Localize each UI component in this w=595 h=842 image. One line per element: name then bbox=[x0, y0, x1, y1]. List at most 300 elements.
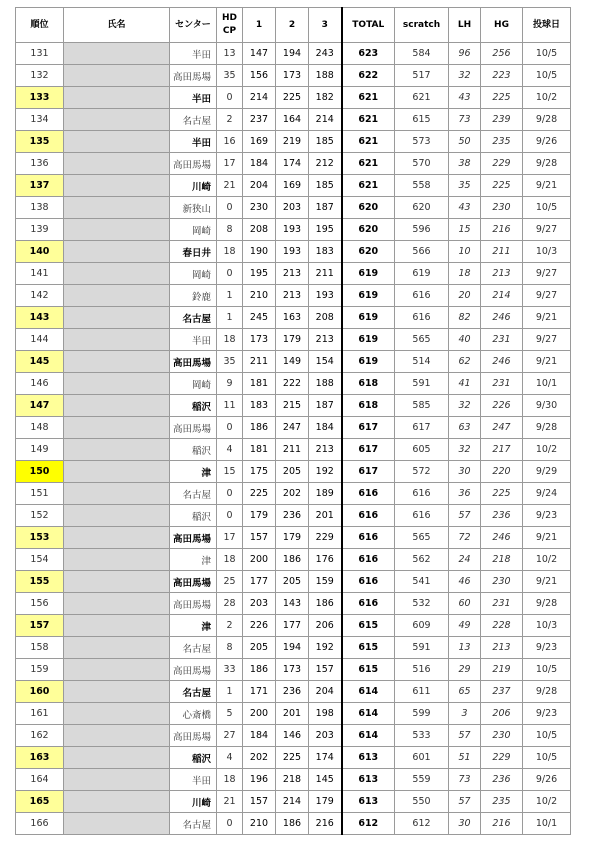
hdcp-cell: 1 bbox=[217, 307, 243, 329]
hdcp-cell: 0 bbox=[217, 417, 243, 439]
center-cell: 稲沢 bbox=[170, 505, 217, 527]
table-row bbox=[16, 175, 571, 197]
game-3-cell: 229 bbox=[309, 527, 342, 549]
game-1-cell: 214 bbox=[243, 87, 276, 109]
game-1-cell: 186 bbox=[243, 659, 276, 681]
game-2-cell: 205 bbox=[276, 461, 309, 483]
game-2-cell: 193 bbox=[276, 241, 309, 263]
game-3-cell: 206 bbox=[309, 615, 342, 637]
hg-cell: 225 bbox=[481, 483, 523, 505]
total-cell: 618 bbox=[342, 395, 395, 417]
game-3-cell: 154 bbox=[309, 351, 342, 373]
scratch-cell: 517 bbox=[395, 65, 449, 87]
rank-cell: 134 bbox=[16, 109, 64, 131]
lh-cell: 30 bbox=[449, 461, 481, 483]
table-row bbox=[16, 791, 571, 813]
game-3-cell: 159 bbox=[309, 571, 342, 593]
scratch-cell: 612 bbox=[395, 813, 449, 835]
hdcp-cell: 27 bbox=[217, 725, 243, 747]
lh-cell: 40 bbox=[449, 329, 481, 351]
hdcp-cell: 33 bbox=[217, 659, 243, 681]
hg-cell: 230 bbox=[481, 197, 523, 219]
hg-cell: 213 bbox=[481, 263, 523, 285]
game-1-cell: 169 bbox=[243, 131, 276, 153]
table-row bbox=[16, 417, 571, 439]
game-1-cell: 225 bbox=[243, 483, 276, 505]
game-1-cell: 157 bbox=[243, 791, 276, 813]
header-scratch: scratch bbox=[395, 8, 449, 43]
center-cell: 高田馬場 bbox=[170, 65, 217, 87]
game-3-cell: 185 bbox=[309, 131, 342, 153]
game-1-cell: 184 bbox=[243, 153, 276, 175]
hg-cell: 225 bbox=[481, 87, 523, 109]
name-cell bbox=[64, 43, 170, 65]
rank-cell: 153 bbox=[16, 527, 64, 549]
hdcp-cell: 8 bbox=[217, 219, 243, 241]
scratch-cell: 558 bbox=[395, 175, 449, 197]
center-cell: 半田 bbox=[170, 43, 217, 65]
rank-cell: 164 bbox=[16, 769, 64, 791]
lh-cell: 57 bbox=[449, 505, 481, 527]
scratch-cell: 559 bbox=[395, 769, 449, 791]
hg-cell: 239 bbox=[481, 109, 523, 131]
table-row bbox=[16, 241, 571, 263]
hdcp-cell: 16 bbox=[217, 131, 243, 153]
hdcp-cell: 18 bbox=[217, 769, 243, 791]
hg-cell: 229 bbox=[481, 153, 523, 175]
rank-cell: 158 bbox=[16, 637, 64, 659]
game-1-cell: 200 bbox=[243, 549, 276, 571]
rank-cell: 159 bbox=[16, 659, 64, 681]
hg-cell: 236 bbox=[481, 769, 523, 791]
center-cell: 岡崎 bbox=[170, 373, 217, 395]
game-1-cell: 181 bbox=[243, 439, 276, 461]
scratch-cell: 617 bbox=[395, 417, 449, 439]
header-game-2: 2 bbox=[276, 8, 309, 43]
center-cell: 高田馬場 bbox=[170, 659, 217, 681]
hdcp-cell: 0 bbox=[217, 263, 243, 285]
game-2-cell: 149 bbox=[276, 351, 309, 373]
total-cell: 619 bbox=[342, 351, 395, 373]
game-1-cell: 245 bbox=[243, 307, 276, 329]
total-cell: 613 bbox=[342, 791, 395, 813]
total-cell: 614 bbox=[342, 725, 395, 747]
hdcp-cell: 8 bbox=[217, 637, 243, 659]
header-rank: 順位 bbox=[16, 8, 64, 43]
table-row bbox=[16, 439, 571, 461]
game-1-cell: 195 bbox=[243, 263, 276, 285]
rank-cell: 135 bbox=[16, 131, 64, 153]
table-row bbox=[16, 285, 571, 307]
game-3-cell: 211 bbox=[309, 263, 342, 285]
rank-cell: 154 bbox=[16, 549, 64, 571]
center-cell: 川崎 bbox=[170, 175, 217, 197]
hdcp-cell: 9 bbox=[217, 373, 243, 395]
date-cell: 10/5 bbox=[523, 725, 571, 747]
hdcp-cell: 4 bbox=[217, 747, 243, 769]
hg-cell: 235 bbox=[481, 131, 523, 153]
hdcp-cell: 5 bbox=[217, 703, 243, 725]
center-cell: 名古屋 bbox=[170, 637, 217, 659]
game-2-cell: 179 bbox=[276, 329, 309, 351]
game-3-cell: 214 bbox=[309, 109, 342, 131]
total-cell: 617 bbox=[342, 417, 395, 439]
lh-cell: 15 bbox=[449, 219, 481, 241]
game-1-cell: 175 bbox=[243, 461, 276, 483]
header-hdcp bbox=[217, 8, 243, 43]
lh-cell: 49 bbox=[449, 615, 481, 637]
date-cell: 9/21 bbox=[523, 527, 571, 549]
hdcp-cell: 11 bbox=[217, 395, 243, 417]
game-2-cell: 222 bbox=[276, 373, 309, 395]
table-row bbox=[16, 65, 571, 87]
game-2-cell: 213 bbox=[276, 263, 309, 285]
rank-cell: 138 bbox=[16, 197, 64, 219]
hdcp-cell: 17 bbox=[217, 527, 243, 549]
scratch-cell: 570 bbox=[395, 153, 449, 175]
center-cell: 高田馬場 bbox=[170, 417, 217, 439]
date-cell: 9/23 bbox=[523, 703, 571, 725]
game-1-cell: 210 bbox=[243, 813, 276, 835]
rank-cell: 144 bbox=[16, 329, 64, 351]
name-cell bbox=[64, 285, 170, 307]
date-cell: 10/2 bbox=[523, 87, 571, 109]
header-center: センター bbox=[170, 8, 217, 43]
date-cell: 9/29 bbox=[523, 461, 571, 483]
game-1-cell: 237 bbox=[243, 109, 276, 131]
game-3-cell: 187 bbox=[309, 197, 342, 219]
center-cell: 名古屋 bbox=[170, 307, 217, 329]
rank-cell: 145 bbox=[16, 351, 64, 373]
center-cell: 高田馬場 bbox=[170, 527, 217, 549]
total-cell: 614 bbox=[342, 681, 395, 703]
header-total: TOTAL bbox=[342, 8, 395, 43]
center-cell: 稲沢 bbox=[170, 747, 217, 769]
hg-cell: 211 bbox=[481, 241, 523, 263]
table-row bbox=[16, 329, 571, 351]
rank-cell: 150 bbox=[16, 461, 64, 483]
table-row bbox=[16, 769, 571, 791]
game-1-cell: 203 bbox=[243, 593, 276, 615]
game-3-cell: 203 bbox=[309, 725, 342, 747]
lh-cell: 60 bbox=[449, 593, 481, 615]
center-cell: 岡崎 bbox=[170, 219, 217, 241]
table-row bbox=[16, 373, 571, 395]
scratch-cell: 596 bbox=[395, 219, 449, 241]
scratch-cell: 620 bbox=[395, 197, 449, 219]
total-cell: 616 bbox=[342, 593, 395, 615]
hdcp-cell: 0 bbox=[217, 197, 243, 219]
game-2-cell: 169 bbox=[276, 175, 309, 197]
scratch-cell: 621 bbox=[395, 87, 449, 109]
table-row bbox=[16, 87, 571, 109]
date-cell: 10/5 bbox=[523, 43, 571, 65]
hdcp-cell: 28 bbox=[217, 593, 243, 615]
center-cell: 半田 bbox=[170, 769, 217, 791]
game-2-cell: 214 bbox=[276, 791, 309, 813]
game-1-cell: 230 bbox=[243, 197, 276, 219]
game-1-cell: 208 bbox=[243, 219, 276, 241]
name-cell bbox=[64, 329, 170, 351]
date-cell: 9/28 bbox=[523, 593, 571, 615]
hg-cell: 228 bbox=[481, 615, 523, 637]
game-3-cell: 204 bbox=[309, 681, 342, 703]
center-cell: 半田 bbox=[170, 329, 217, 351]
date-cell: 9/30 bbox=[523, 395, 571, 417]
game-1-cell: 204 bbox=[243, 175, 276, 197]
total-cell: 620 bbox=[342, 241, 395, 263]
scratch-cell: 565 bbox=[395, 329, 449, 351]
lh-cell: 82 bbox=[449, 307, 481, 329]
name-cell bbox=[64, 131, 170, 153]
total-cell: 620 bbox=[342, 219, 395, 241]
lh-cell: 96 bbox=[449, 43, 481, 65]
hdcp-cell: 0 bbox=[217, 813, 243, 835]
hg-cell: 218 bbox=[481, 549, 523, 571]
lh-cell: 65 bbox=[449, 681, 481, 703]
center-cell: 名古屋 bbox=[170, 681, 217, 703]
game-3-cell: 188 bbox=[309, 373, 342, 395]
rank-cell: 137 bbox=[16, 175, 64, 197]
game-1-cell: 147 bbox=[243, 43, 276, 65]
rank-cell: 162 bbox=[16, 725, 64, 747]
date-cell: 9/21 bbox=[523, 175, 571, 197]
game-1-cell: 184 bbox=[243, 725, 276, 747]
lh-cell: 29 bbox=[449, 659, 481, 681]
name-cell bbox=[64, 813, 170, 835]
rank-cell: 147 bbox=[16, 395, 64, 417]
game-3-cell: 192 bbox=[309, 461, 342, 483]
rank-cell: 143 bbox=[16, 307, 64, 329]
hg-cell: 235 bbox=[481, 791, 523, 813]
table-row bbox=[16, 615, 571, 637]
lh-cell: 51 bbox=[449, 747, 481, 769]
hdcp-cell: 35 bbox=[217, 351, 243, 373]
hg-cell: 246 bbox=[481, 351, 523, 373]
name-cell bbox=[64, 571, 170, 593]
scratch-cell: 609 bbox=[395, 615, 449, 637]
hdcp-cell: 15 bbox=[217, 461, 243, 483]
center-cell: 高田馬場 bbox=[170, 593, 217, 615]
date-cell: 9/27 bbox=[523, 285, 571, 307]
hdcp-cell: 4 bbox=[217, 439, 243, 461]
lh-cell: 32 bbox=[449, 65, 481, 87]
scratch-cell: 616 bbox=[395, 505, 449, 527]
name-cell bbox=[64, 725, 170, 747]
game-3-cell: 145 bbox=[309, 769, 342, 791]
game-2-cell: 174 bbox=[276, 153, 309, 175]
name-cell bbox=[64, 417, 170, 439]
total-cell: 619 bbox=[342, 329, 395, 351]
game-2-cell: 225 bbox=[276, 747, 309, 769]
rank-cell: 160 bbox=[16, 681, 64, 703]
lh-cell: 73 bbox=[449, 109, 481, 131]
total-cell: 612 bbox=[342, 813, 395, 835]
name-cell bbox=[64, 461, 170, 483]
name-cell bbox=[64, 65, 170, 87]
game-2-cell: 247 bbox=[276, 417, 309, 439]
game-1-cell: 173 bbox=[243, 329, 276, 351]
center-cell: 高田馬場 bbox=[170, 571, 217, 593]
center-cell: 鈴鹿 bbox=[170, 285, 217, 307]
scratch-cell: 605 bbox=[395, 439, 449, 461]
game-2-cell: 186 bbox=[276, 549, 309, 571]
table-row bbox=[16, 483, 571, 505]
table-row bbox=[16, 43, 571, 65]
date-cell: 9/26 bbox=[523, 131, 571, 153]
table-row bbox=[16, 395, 571, 417]
name-cell bbox=[64, 87, 170, 109]
total-cell: 618 bbox=[342, 373, 395, 395]
game-2-cell: 146 bbox=[276, 725, 309, 747]
game-2-cell: 236 bbox=[276, 505, 309, 527]
date-cell: 10/1 bbox=[523, 813, 571, 835]
game-1-cell: 186 bbox=[243, 417, 276, 439]
game-1-cell: 200 bbox=[243, 703, 276, 725]
rank-cell: 146 bbox=[16, 373, 64, 395]
game-2-cell: 179 bbox=[276, 527, 309, 549]
center-cell: 名古屋 bbox=[170, 109, 217, 131]
hdcp-cell: 2 bbox=[217, 109, 243, 131]
game-3-cell: 195 bbox=[309, 219, 342, 241]
header-hdcp-line1: HD bbox=[221, 13, 237, 23]
center-cell: 春日井 bbox=[170, 241, 217, 263]
game-3-cell: 213 bbox=[309, 329, 342, 351]
total-cell: 615 bbox=[342, 659, 395, 681]
center-cell: 心斎橋 bbox=[170, 703, 217, 725]
name-cell bbox=[64, 505, 170, 527]
hg-cell: 216 bbox=[481, 813, 523, 835]
hdcp-cell: 2 bbox=[217, 615, 243, 637]
date-cell: 9/21 bbox=[523, 571, 571, 593]
center-cell: 半田 bbox=[170, 131, 217, 153]
scratch-cell: 599 bbox=[395, 703, 449, 725]
name-cell bbox=[64, 527, 170, 549]
game-2-cell: 219 bbox=[276, 131, 309, 153]
center-cell: 稲沢 bbox=[170, 395, 217, 417]
name-cell bbox=[64, 197, 170, 219]
rank-cell: 148 bbox=[16, 417, 64, 439]
game-3-cell: 187 bbox=[309, 395, 342, 417]
name-cell bbox=[64, 637, 170, 659]
scratch-cell: 616 bbox=[395, 307, 449, 329]
game-3-cell: 185 bbox=[309, 175, 342, 197]
date-cell: 9/24 bbox=[523, 483, 571, 505]
hg-cell: 237 bbox=[481, 681, 523, 703]
game-2-cell: 194 bbox=[276, 637, 309, 659]
game-2-cell: 201 bbox=[276, 703, 309, 725]
table-row bbox=[16, 307, 571, 329]
lh-cell: 10 bbox=[449, 241, 481, 263]
total-cell: 621 bbox=[342, 131, 395, 153]
name-cell bbox=[64, 659, 170, 681]
name-cell bbox=[64, 593, 170, 615]
date-cell: 10/5 bbox=[523, 65, 571, 87]
table-row bbox=[16, 197, 571, 219]
name-cell bbox=[64, 219, 170, 241]
total-cell: 616 bbox=[342, 483, 395, 505]
total-cell: 616 bbox=[342, 505, 395, 527]
table-header bbox=[16, 8, 571, 43]
scratch-cell: 565 bbox=[395, 527, 449, 549]
total-cell: 613 bbox=[342, 769, 395, 791]
table-row bbox=[16, 571, 571, 593]
total-cell: 616 bbox=[342, 549, 395, 571]
center-cell: 新狭山 bbox=[170, 197, 217, 219]
hdcp-cell: 0 bbox=[217, 505, 243, 527]
table-row bbox=[16, 549, 571, 571]
date-cell: 9/28 bbox=[523, 153, 571, 175]
game-1-cell: 177 bbox=[243, 571, 276, 593]
date-cell: 10/2 bbox=[523, 439, 571, 461]
lh-cell: 57 bbox=[449, 725, 481, 747]
hg-cell: 216 bbox=[481, 219, 523, 241]
name-cell bbox=[64, 483, 170, 505]
table-row bbox=[16, 263, 571, 285]
total-cell: 621 bbox=[342, 109, 395, 131]
table-row bbox=[16, 461, 571, 483]
total-cell: 621 bbox=[342, 175, 395, 197]
total-cell: 619 bbox=[342, 307, 395, 329]
name-cell bbox=[64, 615, 170, 637]
hg-cell: 247 bbox=[481, 417, 523, 439]
lh-cell: 30 bbox=[449, 813, 481, 835]
total-cell: 615 bbox=[342, 637, 395, 659]
scratch-cell: 566 bbox=[395, 241, 449, 263]
total-cell: 617 bbox=[342, 461, 395, 483]
hdcp-cell: 25 bbox=[217, 571, 243, 593]
game-2-cell: 173 bbox=[276, 659, 309, 681]
lh-cell: 41 bbox=[449, 373, 481, 395]
name-cell bbox=[64, 791, 170, 813]
hg-cell: 219 bbox=[481, 659, 523, 681]
game-1-cell: 202 bbox=[243, 747, 276, 769]
header-game-3: 3 bbox=[309, 8, 342, 43]
lh-cell: 18 bbox=[449, 263, 481, 285]
game-3-cell: 174 bbox=[309, 747, 342, 769]
game-1-cell: 179 bbox=[243, 505, 276, 527]
game-2-cell: 215 bbox=[276, 395, 309, 417]
lh-cell: 36 bbox=[449, 483, 481, 505]
rank-cell: 136 bbox=[16, 153, 64, 175]
hdcp-cell: 0 bbox=[217, 87, 243, 109]
date-cell: 9/21 bbox=[523, 307, 571, 329]
game-1-cell: 211 bbox=[243, 351, 276, 373]
hg-cell: 256 bbox=[481, 43, 523, 65]
center-cell: 高田馬場 bbox=[170, 153, 217, 175]
scratch-cell: 591 bbox=[395, 637, 449, 659]
game-2-cell: 186 bbox=[276, 813, 309, 835]
center-cell: 高田馬場 bbox=[170, 725, 217, 747]
center-cell: 岡崎 bbox=[170, 263, 217, 285]
lh-cell: 72 bbox=[449, 527, 481, 549]
date-cell: 9/28 bbox=[523, 109, 571, 131]
lh-cell: 32 bbox=[449, 395, 481, 417]
hdcp-cell: 17 bbox=[217, 153, 243, 175]
date-cell: 9/27 bbox=[523, 329, 571, 351]
total-cell: 615 bbox=[342, 615, 395, 637]
game-2-cell: 205 bbox=[276, 571, 309, 593]
game-3-cell: 183 bbox=[309, 241, 342, 263]
game-2-cell: 177 bbox=[276, 615, 309, 637]
total-cell: 623 bbox=[342, 43, 395, 65]
game-1-cell: 171 bbox=[243, 681, 276, 703]
table-row bbox=[16, 527, 571, 549]
game-3-cell: 216 bbox=[309, 813, 342, 835]
total-cell: 620 bbox=[342, 197, 395, 219]
scratch-cell: 532 bbox=[395, 593, 449, 615]
date-cell: 10/3 bbox=[523, 615, 571, 637]
